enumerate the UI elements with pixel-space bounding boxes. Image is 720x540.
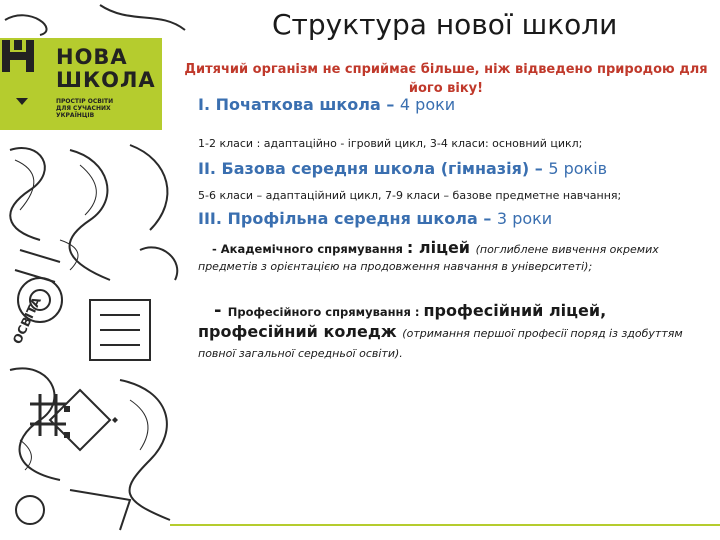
- professional-desc: (отримання першої професії поряд із здобуттям повної загальної середньої освіти).: [198, 327, 683, 360]
- section-1-heading: [198, 95, 455, 114]
- slide-title: Структура нової школи: [272, 8, 618, 41]
- section-3-heading: [198, 209, 552, 228]
- logo-mark-icon: [0, 38, 36, 74]
- academic-track: [198, 240, 693, 274]
- section-1-duration: 4 роки: [399, 95, 456, 114]
- slide-subtitle: Дитячий організм не сприймає більше, ніж відведено природою для його віку!: [184, 62, 708, 96]
- professional-track: [198, 301, 693, 362]
- academic-type: : ліцей: [406, 238, 476, 257]
- academic-prefix: - Академічного спрямування: [212, 242, 407, 256]
- academic-desc: (поглиблене вивчення окремих предметів з орієнтацією на продовження навчання в університеті);: [198, 243, 659, 273]
- section-3-label: ІІІ. Профільна середня школа: [198, 209, 478, 228]
- section-2-heading: [198, 159, 607, 178]
- section-2-duration: 5 років: [548, 159, 608, 178]
- section-1-note: 1-2 класи : адаптаційно - ігровий цикл, 3-4 класи: основний цикл;: [198, 137, 583, 150]
- logo-line1: НОВА: [56, 45, 128, 69]
- doodle-background: [0, 0, 190, 540]
- bottom-rule: [170, 524, 720, 526]
- logo-arrow-icon: [16, 98, 28, 105]
- logo-title: [56, 46, 156, 92]
- logo: [0, 38, 162, 130]
- professional-dash: -: [214, 300, 228, 321]
- professional-type: професійний ліцей, професійний коледж: [198, 301, 607, 341]
- section-2-dash: –: [529, 159, 549, 178]
- logo-tagline: [56, 98, 146, 119]
- doodle-word: ОСВІТА: [10, 294, 44, 347]
- logo-tagline-2: ДЛЯ СУЧАСНИХ: [56, 105, 111, 112]
- section-1-label: І. Початкова школа: [198, 95, 381, 114]
- logo-tagline-1: ПРОСТІР ОСВІТИ: [56, 98, 114, 105]
- logo-tagline-3: УКРАЇНЦІВ: [56, 112, 95, 119]
- section-3-duration: 3 роки: [496, 209, 553, 228]
- professional-prefix: Професійного спрямування :: [227, 305, 424, 319]
- logo-line2: ШКОЛА: [56, 68, 156, 92]
- section-2-note: 5-6 класи – адаптаційний цикл, 7-9 класи – базове предметне навчання;: [198, 189, 622, 202]
- section-3-dash: –: [477, 209, 497, 228]
- section-2-label: ІІ. Базова середня школа (гімназія): [198, 159, 530, 178]
- section-1-dash: –: [380, 95, 400, 114]
